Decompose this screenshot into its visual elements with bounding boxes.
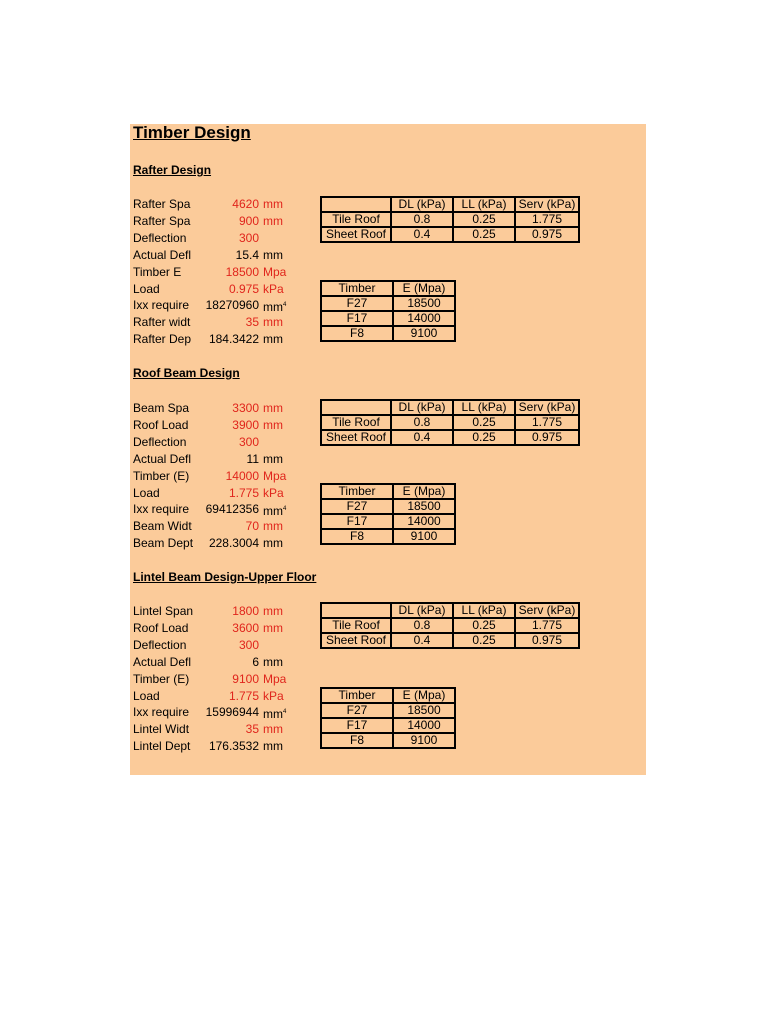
parameter-label: Deflection — [133, 637, 187, 652]
parameter-label: Rafter Dep — [133, 332, 192, 347]
parameter-value[interactable]: 300 — [238, 434, 259, 449]
parameter-row — [133, 213, 293, 229]
parameter-label: Rafter Spa — [133, 213, 191, 228]
parameter-value[interactable]: 1.775 — [228, 688, 259, 703]
parameter-unit: kPa — [263, 281, 284, 296]
parameter-unit: mm — [263, 247, 283, 262]
parameter-unit: mm — [263, 197, 283, 211]
header-cell: Serv (kPa) — [515, 603, 579, 618]
parameter-unit: $mm^4$ — [263, 504, 287, 519]
table-row — [321, 430, 579, 445]
parameter-label: Roof Load — [133, 417, 189, 432]
table-cell[interactable]: F17 — [321, 311, 393, 326]
parameter-value[interactable]: 11 — [246, 451, 259, 466]
parameter-value[interactable]: 70 — [245, 519, 259, 534]
parameter-row — [133, 247, 293, 263]
parameter-value[interactable]: 300 — [238, 637, 259, 652]
table-cell[interactable]: 0.4 — [391, 430, 453, 445]
parameter-row — [133, 704, 293, 720]
parameter-row — [133, 264, 293, 280]
table-cell[interactable]: 18500 — [393, 703, 455, 718]
parameter-value[interactable]: 228.3004 — [208, 536, 259, 551]
table-cell[interactable]: 9100 — [393, 529, 455, 544]
table-cell[interactable]: 0.25 — [453, 212, 515, 227]
header-cell: DL (kPa) — [391, 197, 453, 212]
parameter-value[interactable]: 15.4 — [235, 247, 259, 262]
parameter-unit: mm — [263, 519, 283, 534]
parameter-label: Timber (E) — [133, 468, 190, 483]
parameter-value[interactable]: 1.775 — [228, 485, 259, 500]
parameter-label: Beam Dept — [133, 536, 194, 551]
parameter-label: Lintel Span — [133, 604, 194, 618]
header-cell: Timber — [321, 688, 393, 703]
parameter-unit: kPa — [263, 485, 284, 500]
page-title: Timber Design — [133, 123, 251, 142]
table-cell[interactable]: F8 — [321, 733, 393, 748]
table-cell[interactable]: Sheet Roof — [321, 227, 391, 242]
table-cell[interactable]: F27 — [321, 703, 393, 718]
table-cell[interactable]: 0.25 — [453, 415, 515, 430]
table-cell[interactable]: Tile Roof — [321, 212, 391, 227]
parameter-row — [133, 230, 293, 246]
parameter-unit: mm — [263, 654, 283, 669]
table-row — [321, 326, 455, 341]
parameter-unit: $mm^4$ — [263, 300, 287, 315]
parameter-value[interactable]: 18270960 — [205, 298, 259, 313]
loads-table — [320, 196, 580, 243]
parameter-value[interactable]: 69412356 — [205, 502, 259, 517]
parameter-value[interactable]: 3900 — [232, 417, 259, 432]
parameter-value[interactable]: 4620 — [232, 197, 259, 211]
table-cell[interactable]: 0.25 — [453, 633, 515, 648]
table-cell[interactable]: 0.25 — [453, 618, 515, 633]
loads-table — [320, 399, 580, 446]
parameter-label: Load — [133, 688, 160, 703]
parameter-unit: Mpa — [263, 264, 287, 279]
timber-table — [320, 687, 456, 749]
table-cell[interactable]: 1.775 — [515, 618, 579, 633]
header-cell: Serv (kPa) — [515, 197, 579, 212]
parameter-unit: mm — [263, 332, 283, 347]
table-cell[interactable]: 0.975 — [515, 430, 579, 445]
header-cell: LL (kPa) — [453, 197, 515, 212]
table-cell[interactable]: Tile Roof — [321, 415, 391, 430]
table-cell[interactable]: Sheet Roof — [321, 633, 391, 648]
parameter-row — [133, 535, 293, 551]
table-cell[interactable]: F17 — [321, 718, 393, 733]
unit-exponent: 4 — [283, 302, 287, 309]
table-row — [321, 703, 455, 718]
parameter-value[interactable]: 18500 — [225, 264, 259, 279]
table-header-row — [321, 603, 579, 618]
parameter-value[interactable]: 3300 — [232, 401, 259, 415]
parameter-row — [133, 518, 293, 534]
parameter-label: Deflection — [133, 434, 187, 449]
table-row — [321, 514, 455, 529]
table-header-row — [321, 281, 455, 296]
parameter-label: Rafter Spa — [133, 197, 191, 211]
table-row — [321, 718, 455, 733]
parameter-row — [133, 400, 293, 416]
parameter-unit: mm — [263, 536, 283, 551]
section-heading: Roof Beam Design — [133, 366, 240, 380]
header-cell: E (Mpa) — [393, 688, 455, 703]
table-header-row — [321, 484, 455, 499]
parameter-row — [133, 196, 293, 212]
parameter-row — [133, 331, 293, 347]
table-cell[interactable]: 0.975 — [515, 227, 579, 242]
header-cell: DL (kPa) — [391, 603, 453, 618]
table-row — [321, 212, 579, 227]
parameter-label: Lintel Widt — [133, 722, 190, 737]
parameter-value[interactable]: 184.3422 — [208, 332, 259, 347]
table-cell[interactable]: 0.25 — [453, 430, 515, 445]
parameter-value[interactable]: 300 — [238, 230, 259, 245]
parameter-unit: mm — [263, 315, 283, 330]
parameter-value[interactable]: 3600 — [232, 620, 259, 635]
parameter-unit: mm — [263, 722, 283, 737]
unit-exponent: 4 — [283, 709, 287, 716]
parameter-label: Beam Widt — [133, 519, 192, 534]
parameter-row — [133, 501, 293, 517]
table-header-row — [321, 688, 455, 703]
table-cell[interactable]: 1.775 — [515, 415, 579, 430]
parameter-row — [133, 314, 293, 330]
parameter-value[interactable]: 35 — [245, 315, 259, 330]
section-heading: Rafter Design — [133, 163, 212, 177]
parameter-label: Actual Defl — [133, 654, 192, 669]
table-cell[interactable]: 18500 — [393, 296, 455, 311]
parameter-value[interactable]: 0.975 — [228, 281, 259, 296]
parameter-row — [133, 468, 293, 484]
parameter-value[interactable]: 176.3532 — [208, 739, 259, 754]
parameter-unit: mm — [263, 401, 283, 415]
parameter-label: Roof Load — [133, 620, 189, 635]
table-cell[interactable]: 18500 — [393, 499, 455, 514]
parameter-unit: mm — [263, 604, 283, 618]
parameter-unit: mm — [263, 620, 283, 635]
parameter-unit: Mpa — [263, 671, 287, 686]
table-cell[interactable]: 0.8 — [391, 415, 453, 430]
table-row — [321, 529, 455, 544]
header-cell — [321, 400, 391, 415]
parameter-label: Load — [133, 485, 160, 500]
header-cell: LL (kPa) — [453, 400, 515, 415]
parameter-label: Load — [133, 281, 160, 296]
table-cell[interactable]: 1.775 — [515, 212, 579, 227]
unit-exponent: 4 — [283, 506, 287, 513]
table-header-row — [321, 400, 579, 415]
table-cell[interactable]: Sheet Roof — [321, 430, 391, 445]
table-row — [321, 499, 455, 514]
header-cell: DL (kPa) — [391, 400, 453, 415]
table-cell[interactable]: Tile Roof — [321, 618, 391, 633]
parameter-row — [133, 738, 293, 754]
parameter-value[interactable]: 6 — [252, 654, 259, 669]
parameter-unit: mm — [263, 739, 283, 754]
table-cell[interactable]: F17 — [321, 514, 393, 529]
table-cell[interactable]: 14000 — [393, 514, 455, 529]
parameter-row — [133, 721, 293, 737]
table-row — [321, 227, 579, 242]
header-cell: Timber — [321, 281, 393, 296]
parameter-label: Ixx require — [133, 502, 190, 517]
table-row — [321, 296, 455, 311]
parameter-row — [133, 637, 293, 653]
parameter-row — [133, 451, 293, 467]
parameter-value[interactable]: 15996944 — [205, 705, 259, 720]
parameter-unit: Mpa — [263, 468, 287, 483]
table-cell[interactable]: 0.975 — [515, 633, 579, 648]
parameter-row — [133, 297, 293, 313]
table-cell[interactable]: F27 — [321, 499, 393, 514]
table-row — [321, 733, 455, 748]
parameter-label: Ixx require — [133, 298, 190, 313]
table-cell[interactable]: 14000 — [393, 718, 455, 733]
table-cell[interactable]: 0.25 — [453, 227, 515, 242]
header-cell — [321, 197, 391, 212]
parameter-value[interactable]: 14000 — [225, 468, 259, 483]
parameter-label: Deflection — [133, 230, 187, 245]
parameter-row — [133, 654, 293, 670]
parameter-row — [133, 281, 293, 297]
header-cell: Serv (kPa) — [515, 400, 579, 415]
table-cell[interactable]: 14000 — [393, 311, 455, 326]
parameter-unit: mm — [263, 451, 283, 466]
table-row — [321, 618, 579, 633]
parameter-value[interactable]: 9100 — [232, 671, 259, 686]
table-row — [321, 415, 579, 430]
parameter-label: Lintel Dept — [133, 739, 191, 754]
parameter-label: Beam Spa — [133, 401, 190, 415]
parameter-row — [133, 485, 293, 501]
table-header-row — [321, 197, 579, 212]
parameter-row — [133, 671, 293, 687]
table-cell[interactable]: F8 — [321, 326, 393, 341]
parameter-label: Timber E — [133, 264, 182, 279]
parameter-value[interactable]: 35 — [245, 722, 259, 737]
parameter-row — [133, 603, 293, 619]
timber-table — [320, 483, 456, 545]
parameter-row — [133, 688, 293, 704]
header-cell — [321, 603, 391, 618]
table-cell[interactable]: 0.4 — [391, 227, 453, 242]
parameter-label: Ixx require — [133, 705, 190, 720]
parameter-label: Rafter widt — [133, 315, 191, 330]
parameter-value[interactable]: 900 — [238, 213, 259, 228]
section-heading: Lintel Beam Design-Upper Floor — [133, 570, 317, 584]
table-cell[interactable]: 0.8 — [391, 212, 453, 227]
header-cell: E (Mpa) — [393, 484, 455, 499]
table-cell[interactable]: 9100 — [393, 326, 455, 341]
header-cell: LL (kPa) — [453, 603, 515, 618]
loads-table — [320, 602, 580, 649]
parameter-row — [133, 417, 293, 433]
parameter-unit: mm — [263, 417, 283, 432]
table-cell[interactable]: 0.4 — [391, 633, 453, 648]
header-cell: E (Mpa) — [393, 281, 455, 296]
parameter-row — [133, 434, 293, 450]
table-cell[interactable]: 9100 — [393, 733, 455, 748]
parameter-label: Timber (E) — [133, 671, 190, 686]
table-row — [321, 633, 579, 648]
parameter-unit: $mm^4$ — [263, 707, 287, 722]
parameter-label: Actual Defl — [133, 451, 192, 466]
parameter-unit: mm — [263, 213, 283, 228]
parameter-value[interactable]: 1800 — [232, 604, 259, 618]
timber-table — [320, 280, 456, 342]
parameter-unit: kPa — [263, 688, 284, 703]
table-cell[interactable]: 0.8 — [391, 618, 453, 633]
table-cell[interactable]: F27 — [321, 296, 393, 311]
parameter-row — [133, 620, 293, 636]
parameter-label: Actual Defl — [133, 247, 192, 262]
table-cell[interactable]: F8 — [321, 529, 393, 544]
table-row — [321, 311, 455, 326]
header-cell: Timber — [321, 484, 393, 499]
